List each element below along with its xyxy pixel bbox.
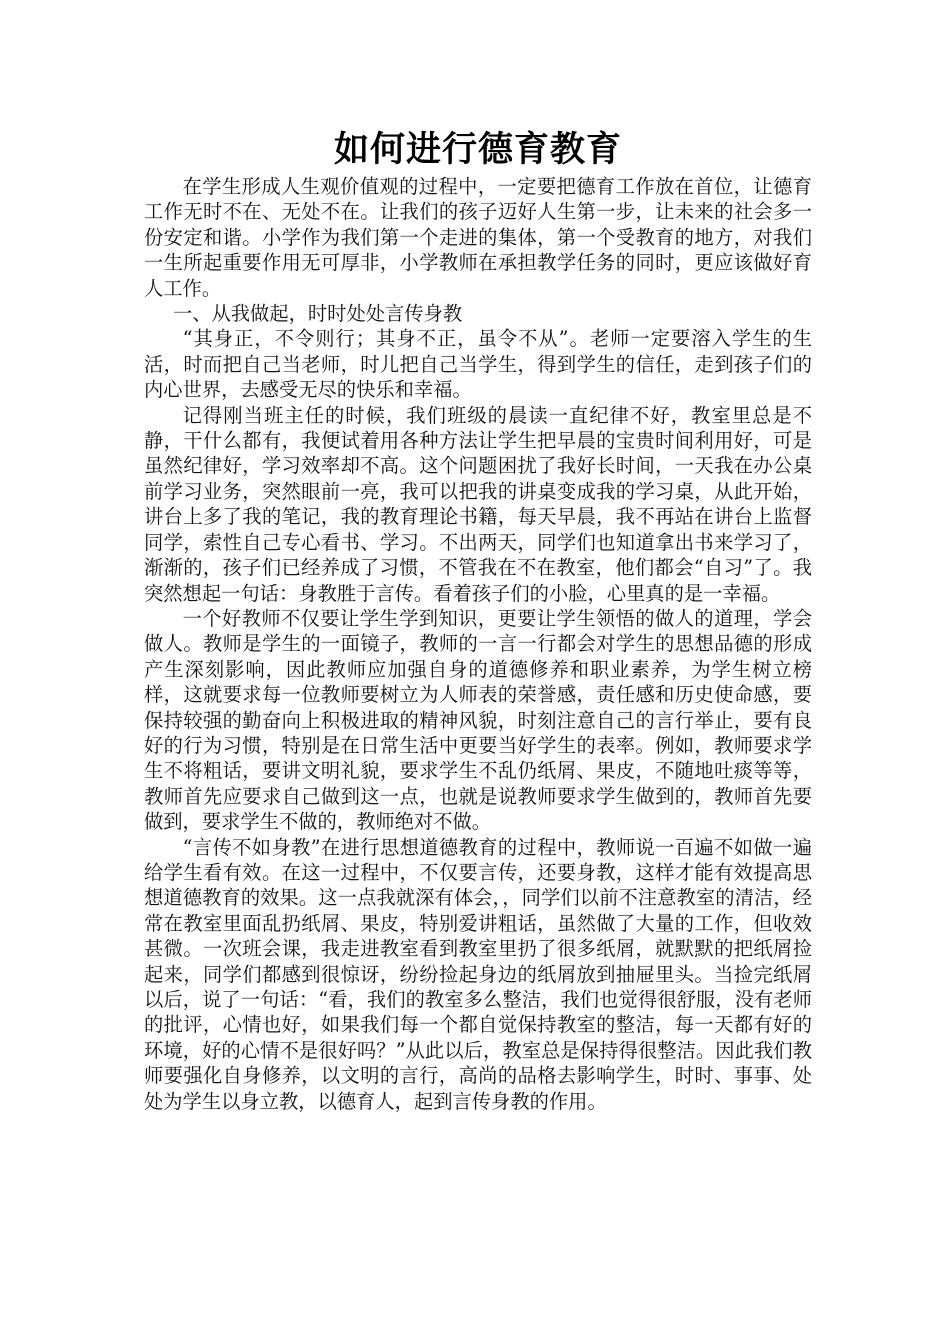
intro-paragraph: 在学生形成人生观价值观的过程中，一定要把德育工作放在首位，让德育工作无时不在、无处不在。让我们的孩子迈好人生第一步，让未来的社会多一份安定和谐。小学作为我们第一个走进的集体，第一个受教育的地方，对我们一生所起重要作用无可厚非，小学教师在承担教学任务的同时，更应该做好育人工作。	[144, 175, 812, 300]
body-paragraph: 一个好教师不仅要让学生学到知识，更要让学生领悟的做人的道理，学会做人。教师是学生的一面镜子，教师的一言一行都会对学生的思想品德的形成产生深刻影响，因此教师应加强自身的道德修养和职业素养，为学生树立榜样，这就要求每一位教师要树立为人师表的荣誉感，责任感和历史使命感，要保持较强的勤奋向上积极进取的精神风貌，时刻注意自己的言行举止，要有良好的行为习惯，特别是在日常生活中更要当好学生的表率。例如，教师要求学生不将粗话，要讲文明礼貌，要求学生不乱仍纸屑、果皮，不随地吐痰等等，教师首先应要求自己做到这一点，也就是说教师要求学生做到的，教师首先要做到，要求学生不做的，教师绝对不做。	[144, 606, 812, 834]
document-page	[144, 126, 812, 1114]
section-heading: 一、从我做起，时时处处言传身教	[172, 302, 463, 326]
body-paragraph: “言传不如身教”在进行思想道德教育的过程中，教师说一百遍不如做一遍给学生看有效。在这一过程中，不仅要言传，还要身教，这样才能有效提高思想道德教育的效果。这一点我就深有体会，，同学们以前不注意教室的清洁，经常在教室里面乱扔纸屑、果皮，特别爱讲粗话，虽然做了大量的工作，但收效甚微。一次班会课，我走进教室看到教室里扔了很多纸屑，就默默的把纸屑捡起来，同学们都感到很惊讶，纷纷捡起身边的纸屑放到抽屉里头。当捡完纸屑以后，说了一句话：“看，我们的教室多么整洁，我们也觉得很舒服，没有老师的批评，心情也好，如果我们每一个都自觉保持教室的整洁，每一天都有好的环境，好的心情不是很好吗？”从此以后，教室总是保持得很整洁。因此我们教师要强化自身修养，以文明的言行，高尚的品格去影响学生，时时、事事、处处为学生以身立教，以德育人，起到言传身教的作用。	[144, 835, 812, 1113]
body-paragraph: “其身正，不令则行；其身不正，虽令不从”。老师一定要溶入学生的生活，时而把自己当老师，时儿把自己当学生，得到学生的信任，走到孩子们的内心世界，去感受无尽的快乐和幸福。	[144, 327, 812, 402]
body-paragraph: 记得刚当班主任的时候，我们班级的晨读一直纪律不好，教室里总是不静，干什么都有，我便试着用各种方法让学生把早晨的宝贵时间利用好，可是虽然纪律好，学习效率却不高。这个问题困扰了我好长时间，一天我在办公桌前学习业务，突然眼前一亮，我可以把我的讲桌变成我的学习桌，从此开始，讲台上多了我的笔记，我的教育理论书籍，每天早晨，我不再站在讲台上监督同学，索性自己专心看书、学习。不出两天，同学们也知道拿出书来学习了，渐渐的，孩子们已经养成了习惯，不管我在不在教室，他们都会“自习”了。我突然想起一句话：身教胜于言传。看着孩子们的小脸，心里真的是一幸福。	[144, 403, 812, 605]
document-title: 如何进行德育教育	[333, 130, 622, 170]
